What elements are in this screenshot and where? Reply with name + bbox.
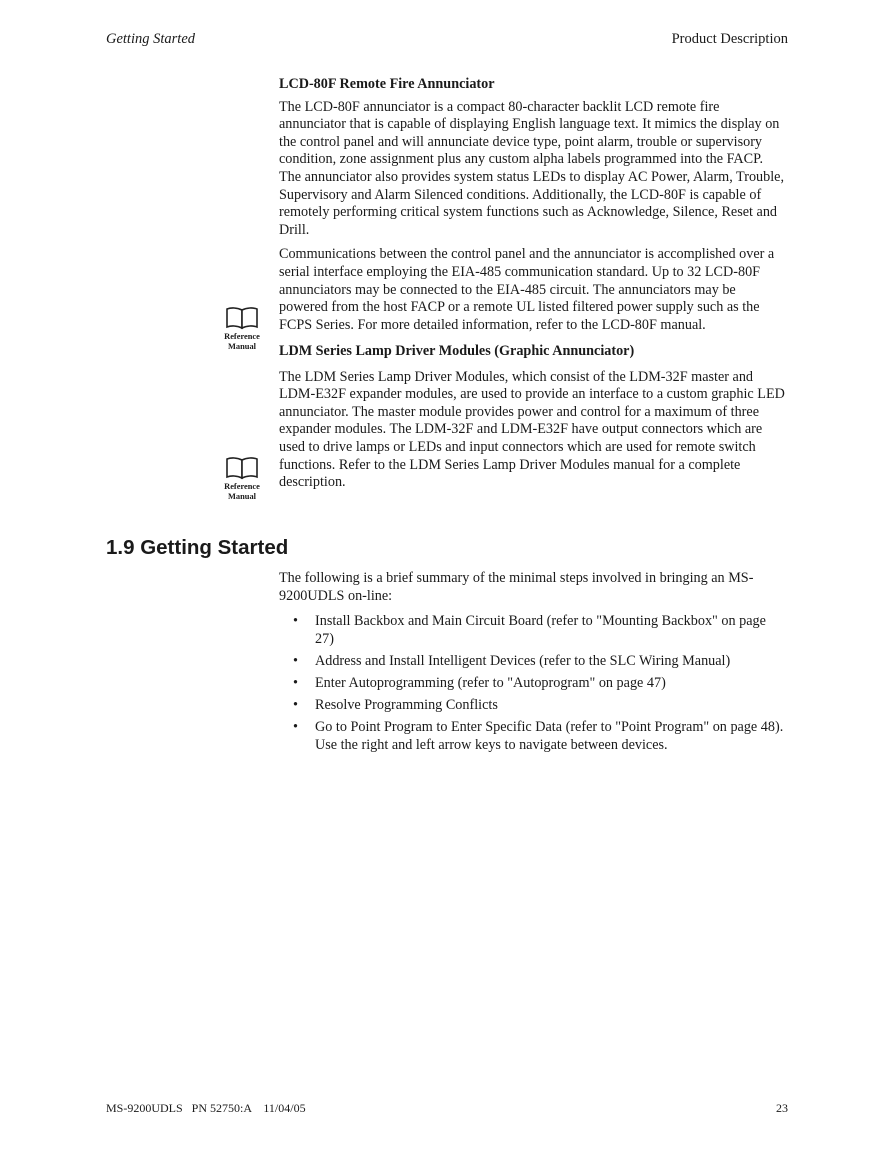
- list-item: [279, 675, 786, 693]
- running-header-left: Getting Started: [106, 31, 196, 47]
- step-text: Resolve Programming Conflicts: [315, 697, 498, 714]
- step-text: Address and Install Intelligent Devices (refer to the SLC Wiring Manual): [315, 652, 731, 669]
- manual-label: Manual: [228, 342, 256, 351]
- bullet: •: [293, 652, 298, 669]
- getting-started-body: [279, 570, 786, 759]
- reference-manual-marker: [220, 306, 264, 352]
- page-number: 23: [776, 1101, 788, 1115]
- section-heading: 1.9 Getting Started: [106, 536, 289, 559]
- footer-doc-id: MS-9200UDLS PN 52750:A 11/04/05: [106, 1101, 306, 1115]
- manual-label: Manual: [228, 492, 256, 501]
- bullet: •: [293, 697, 298, 714]
- running-header-right: Product Description: [671, 31, 788, 47]
- list-item: [279, 719, 786, 754]
- reference-label: Reference: [224, 482, 260, 491]
- bullet: •: [293, 674, 298, 691]
- step-text: Install Backbox and Main Circuit Board (refer to "Mounting Backbox" on page 27): [315, 613, 766, 647]
- bullet: •: [293, 719, 298, 736]
- step-text: Enter Autoprogramming (refer to "Autoprogram" on page 47): [315, 674, 666, 691]
- list-item: [279, 697, 786, 715]
- book-icon: [225, 456, 259, 480]
- ldm-heading: LDM Series Lamp Driver Modules (Graphic Annunciator): [279, 343, 635, 359]
- bullet: •: [293, 613, 298, 630]
- section-intro: The following is a brief summary of the minimal steps involved in bringing an MS-9200UDLS on-line:: [279, 570, 754, 604]
- lcd-heading: LCD-80F Remote Fire Annunciator: [279, 76, 495, 92]
- book-icon: [225, 306, 259, 330]
- ldm-paragraph-1: The LDM Series Lamp Driver Modules, which consist of the LDM-32F master and LDM-E32F expander modules, are used to provide an interface to a custom graphic LED annunciator. The master module provides power and control for a maximum of three expander modules. The LDM-32F and LDM-E32F have output connectors which are used to drive lamps or LEDs and input connectors which are used for remote switch functions. Refer to the LDM Series Lamp Driver Modules manual for a complete description.: [279, 368, 785, 491]
- step-text: Go to Point Program to Enter Specific Data (refer to "Point Program" on page 48). Use the right and left arrow keys to navigate between devices.: [315, 719, 784, 753]
- ldm-section: [279, 343, 786, 492]
- steps-list: [279, 613, 786, 754]
- lcd-section: [279, 76, 786, 334]
- list-item: [279, 613, 786, 648]
- lcd-paragraph-1: The LCD-80F annunciator is a compact 80-character backlit LCD remote fire annunciator that is capable of displaying English language text. It mimics the display on the control panel and will annunciate device type, point alarm, trouble or supervisory condition, zone assignment plus any custom alpha labels programmed into the FACP. The annunciator also provides system status LEDs to display AC Power, Alarm, Trouble, Supervisory and Alarm Silenced conditions. Additionally, the LCD-80F is capable of remotely performing critical system functions such as Acknowledge, Silence, Reset and Drill.: [279, 98, 785, 238]
- lcd-paragraph-2: Communications between the control panel and the annunciator is accomplished over a serial interface employing the EIA-485 communication standard. Up to 32 LCD-80F annunciators may be connected to the EIA-485 circuit. The annunciators may be powered from the host FACP or a remote UL listed filtered power supply such as the FCPS Series. For more detailed information, refer to the LCD-80F manual.: [279, 246, 775, 333]
- list-item: [279, 653, 786, 671]
- reference-label: Reference: [224, 332, 260, 341]
- reference-manual-marker: [220, 456, 264, 502]
